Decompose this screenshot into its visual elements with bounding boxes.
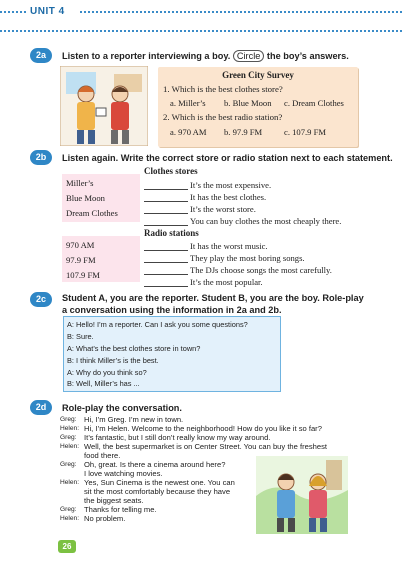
circle-word: Circle	[233, 50, 264, 62]
conversation-line: Well, the best supermarket is on Center Street. You can buy the freshest	[84, 442, 327, 451]
instruction-2a-post: the boy’s answers.	[266, 51, 349, 61]
survey-q2-option-b[interactable]: b. 97.9 FM	[224, 127, 263, 137]
survey-q2-option-c[interactable]: c. 107.9 FM	[284, 127, 327, 137]
conversation-line: No problem.	[84, 514, 126, 523]
page-number: 26	[58, 540, 76, 553]
survey-q1-option-c[interactable]: c. Dream Clothes	[284, 98, 344, 108]
radio-blank-3[interactable]	[144, 274, 188, 275]
radio-blank-4[interactable]	[144, 286, 188, 287]
top-rule	[0, 30, 402, 32]
speaker-label: Greg:	[60, 434, 77, 441]
clothes-blank-1[interactable]	[144, 189, 188, 190]
header-dots-right	[80, 11, 402, 13]
green-city-survey-card	[158, 67, 358, 147]
conversation-line: Hi, I’m Helen. Welcome to the neighborhood! How do you like it so far?	[84, 424, 322, 433]
clothes-statement-2: It has the best clothes.	[190, 192, 267, 202]
unit-header	[0, 0, 402, 32]
dialog-line-3: A: What’s the best clothes store in town?	[67, 344, 201, 353]
conversation-line: It’s fantastic, but I still don’t really know my way around.	[84, 433, 271, 442]
conversation-line: food there.	[84, 451, 121, 460]
store-blue-moon: Blue Moon	[66, 193, 105, 203]
station-970am: 970 AM	[66, 240, 95, 250]
clothes-blank-4[interactable]	[144, 225, 188, 226]
section-2c-instruction-line2: a conversation using the information in 2a and 2b.	[62, 305, 282, 315]
speaker-label: Helen:	[60, 443, 80, 450]
conversation-line: the biggest seats.	[84, 496, 144, 505]
radio-statement-1: It has the worst music.	[190, 241, 268, 251]
section-2a-badge: 2a	[30, 48, 52, 63]
section-2c-badge: 2c	[30, 292, 52, 307]
dialog-line-4: B: I think Miller’s is the best.	[67, 356, 159, 365]
section-2a-instruction	[62, 50, 349, 62]
section-2d-instruction: Role-play the conversation.	[62, 403, 182, 413]
conversation-line: sit the most comfortably because they have	[84, 487, 231, 496]
clothes-blank-3[interactable]	[144, 213, 188, 214]
conversation-line: Hi, I’m Greg. I’m new in town.	[84, 415, 184, 424]
dialog-line-2: B: Sure.	[67, 332, 94, 341]
clothes-statement-4: You can buy clothes the most cheaply there.	[190, 216, 342, 226]
reporter-interview-illustration	[60, 66, 148, 146]
dialog-line-6: B: Well, Miller’s has ...	[67, 379, 140, 388]
survey-question-2: 2. Which is the best radio station?	[163, 112, 283, 122]
radio-statement-3: The DJs choose songs the most carefully.	[190, 265, 332, 275]
section-2b-badge: 2b	[30, 150, 52, 165]
clothes-statement-1: It’s the most expensive.	[190, 180, 272, 190]
speaker-label: Helen:	[60, 479, 80, 486]
radio-blank-2[interactable]	[144, 262, 188, 263]
store-millers: Miller’s	[66, 178, 94, 188]
speaker-label: Helen:	[60, 515, 80, 522]
survey-q1-option-a[interactable]: a. Miller’s	[170, 98, 206, 108]
section-2c-instruction-line1: Student A, you are the reporter. Student B, you are the boy. Role-play	[62, 293, 364, 303]
survey-q1-option-b[interactable]: b. Blue Moon	[224, 98, 272, 108]
clothes-stores-heading: Clothes stores	[144, 166, 198, 176]
conversation-line: Yes, Sun Cinema is the newest one. You can	[84, 478, 235, 487]
conversation-line: Thanks for telling me.	[84, 505, 157, 514]
clothes-blank-2[interactable]	[144, 201, 188, 202]
station-979fm: 97.9 FM	[66, 255, 96, 265]
survey-q2-option-a[interactable]: a. 970 AM	[170, 127, 207, 137]
section-2b-instruction: Listen again. Write the correct store or radio station next to each statement.	[62, 153, 393, 163]
radio-blank-1[interactable]	[144, 250, 188, 251]
radio-stations-heading: Radio stations	[144, 228, 199, 238]
conversation-line: I love watching movies.	[84, 469, 163, 478]
dialog-line-5: A: Why do you think so?	[67, 368, 147, 377]
survey-question-1: 1. Which is the best clothes store?	[163, 84, 283, 94]
greg-helen-illustration	[256, 456, 348, 534]
dialog-line-1: A: Hello! I’m a reporter. Can I ask you some questions?	[67, 320, 248, 329]
header-dots-left	[0, 11, 26, 13]
speaker-label: Helen:	[60, 425, 80, 432]
speaker-label: Greg:	[60, 461, 77, 468]
radio-statement-2: They play the most boring songs.	[190, 253, 305, 263]
station-1079fm: 107.9 FM	[66, 270, 100, 280]
speaker-label: Greg:	[60, 416, 77, 423]
instruction-2a-pre: Listen to a reporter interviewing a boy.	[62, 51, 231, 61]
clothes-statement-3: It’s the worst store.	[190, 204, 256, 214]
radio-statement-4: It’s the most popular.	[190, 277, 263, 287]
survey-title: Green City Survey	[222, 70, 294, 80]
section-2d-badge: 2d	[30, 400, 52, 415]
conversation-line: Oh, great. Is there a cinema around here?	[84, 460, 226, 469]
speaker-label: Greg:	[60, 506, 77, 513]
store-dream-clothes: Dream Clothes	[66, 208, 118, 218]
role-play-dialog-box	[63, 316, 281, 392]
unit-label: UNIT 4	[30, 6, 65, 17]
